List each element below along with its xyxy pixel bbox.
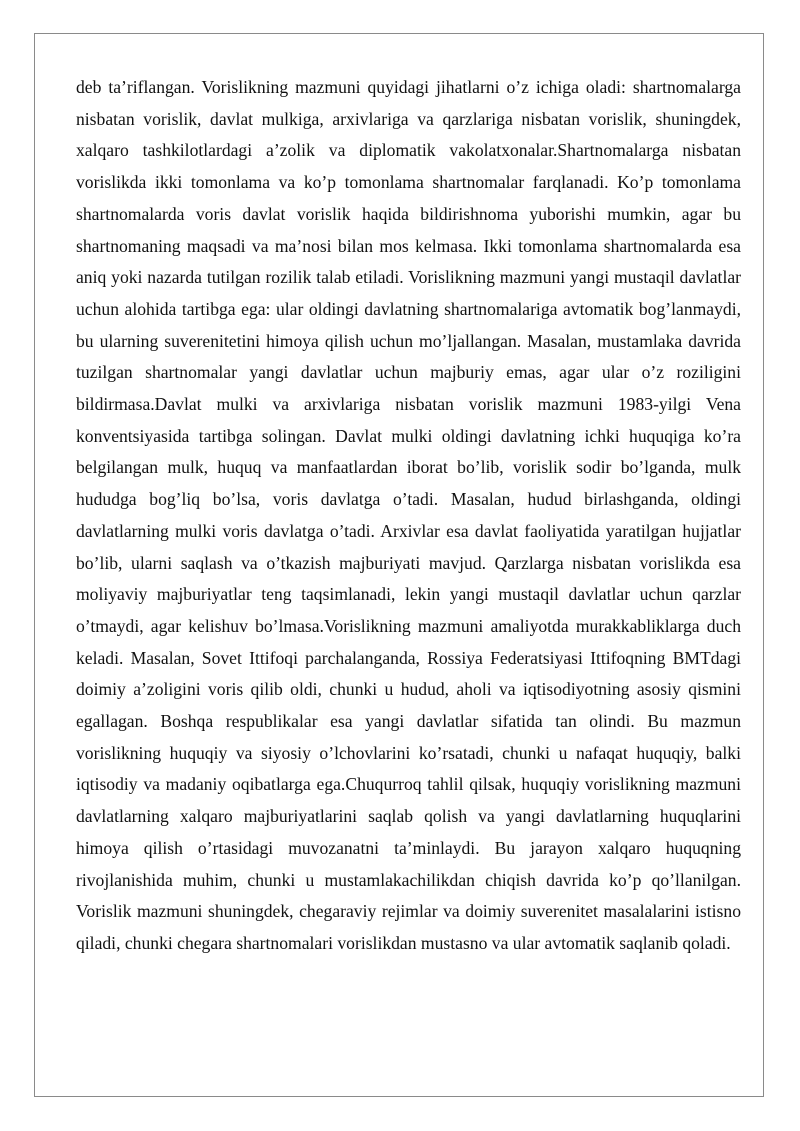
body-paragraph: deb ta’riflangan. Vorislikning mazmuni quyidagi jihatlarni o’z ichiga oladi: shartnomalarga nisbatan vorislik, davlat mulkiga, arxivlariga va qarzlariga nisbatan vorislik, shuningdek, xalqaro tashkilotlardagi a’zolik va diplomatik vakolatxonalar.Shartnomalarga nisbatan vorislikda ikki tomonlama va ko’p tomonlama shartnomalar farqlanadi. Ko’p tomonlama shartnomalarda voris davlat vorislik haqida bildirishnoma yuborishi mumkin, agar bu shartnomaning maqsadi va ma’nosi bilan mos kelmasa. Ikki tomonlama shartnomalarda esa aniq yoki nazarda tutilgan rozilik talab etiladi. Vorislikning mazmuni yangi mustaqil davlatlar uchun alohida tartibga ega: ular oldingi davlatning shartnomalariga avtomatik bog’lanmaydi, bu ularning suverenitetini himoya qilish uchun mo’ljallangan. Masalan, mustamlaka davrida tuzilgan shartnomalar yangi davlatlar uchun majburiy emas, agar ular o’z roziligini bildirmasa.Davlat mulki va arxivlariga nisbatan vorislik mazmuni 1983-yilgi Vena konventsiyasida tartibga solingan. Davlat mulki oldingi davlatning ichki huquqiga ko’ra belgilangan mulk, huquq va manfaatlardan iborat bo’lib, vorislik sodir bo’lganda, mulk hududga bog’liq bo’lsa, voris davlatga o’tadi. Masalan, hudud birlashganda, oldingi davlatlarning mulki voris davlatga o’tadi. Arxivlar esa davlat faoliyatida yaratilgan hujjatlar bo’lib, ularni saqlash va o’tkazish majburiyati mavjud. Qarzlarga nisbatan vorislikda esa moliyaviy majburiyatlar teng taqsimlanadi, lekin yangi mustaqil davlatlar uchun qarzlar o’tmaydi, agar kelishuv bo’lmasa.Vorislikning mazmuni amaliyotda murakkabliklarga duch keladi. Masalan, Sovet Ittifoqi parchalanganda, Rossiya Federatsiyasi Ittifoqning BMTdagi doimiy a’zoligini voris qilib oldi, chunki u hudud, aholi va iqtisodiyotning asosiy qismini egallagan. Boshqa respublikalar esa yangi davlatlar sifatida tan olindi. Bu mazmun vorislikning huquqiy va siyosiy o’lchovlarini ko’rsatadi, chunki u nafaqat huquqiy, balki iqtisodiy va madaniy oqibatlarga ega.Chuqurroq tahlil qilsak, huquqiy vorislikning mazmuni davlatlarning xalqaro majburiyatlarini saqlab qolish va yangi davlatlarning huquqlarini himoya qilish o’rtasidagi muvozanatni ta’minlaydi. Bu jarayon xalqaro huquqning rivojlanishida muhim, chunki u mustamlakachilikdan chiqish davrida ko’p qo’llanilgan. Vorislik mazmuni shuningdek, chegaraviy rejimlar va doimiy suverenitet masalalarini istisno qiladi, chunki chegara shartnomalari vorislikdan mustasno va ular avtomatik saqlanib qoladi.	[76, 77, 741, 953]
